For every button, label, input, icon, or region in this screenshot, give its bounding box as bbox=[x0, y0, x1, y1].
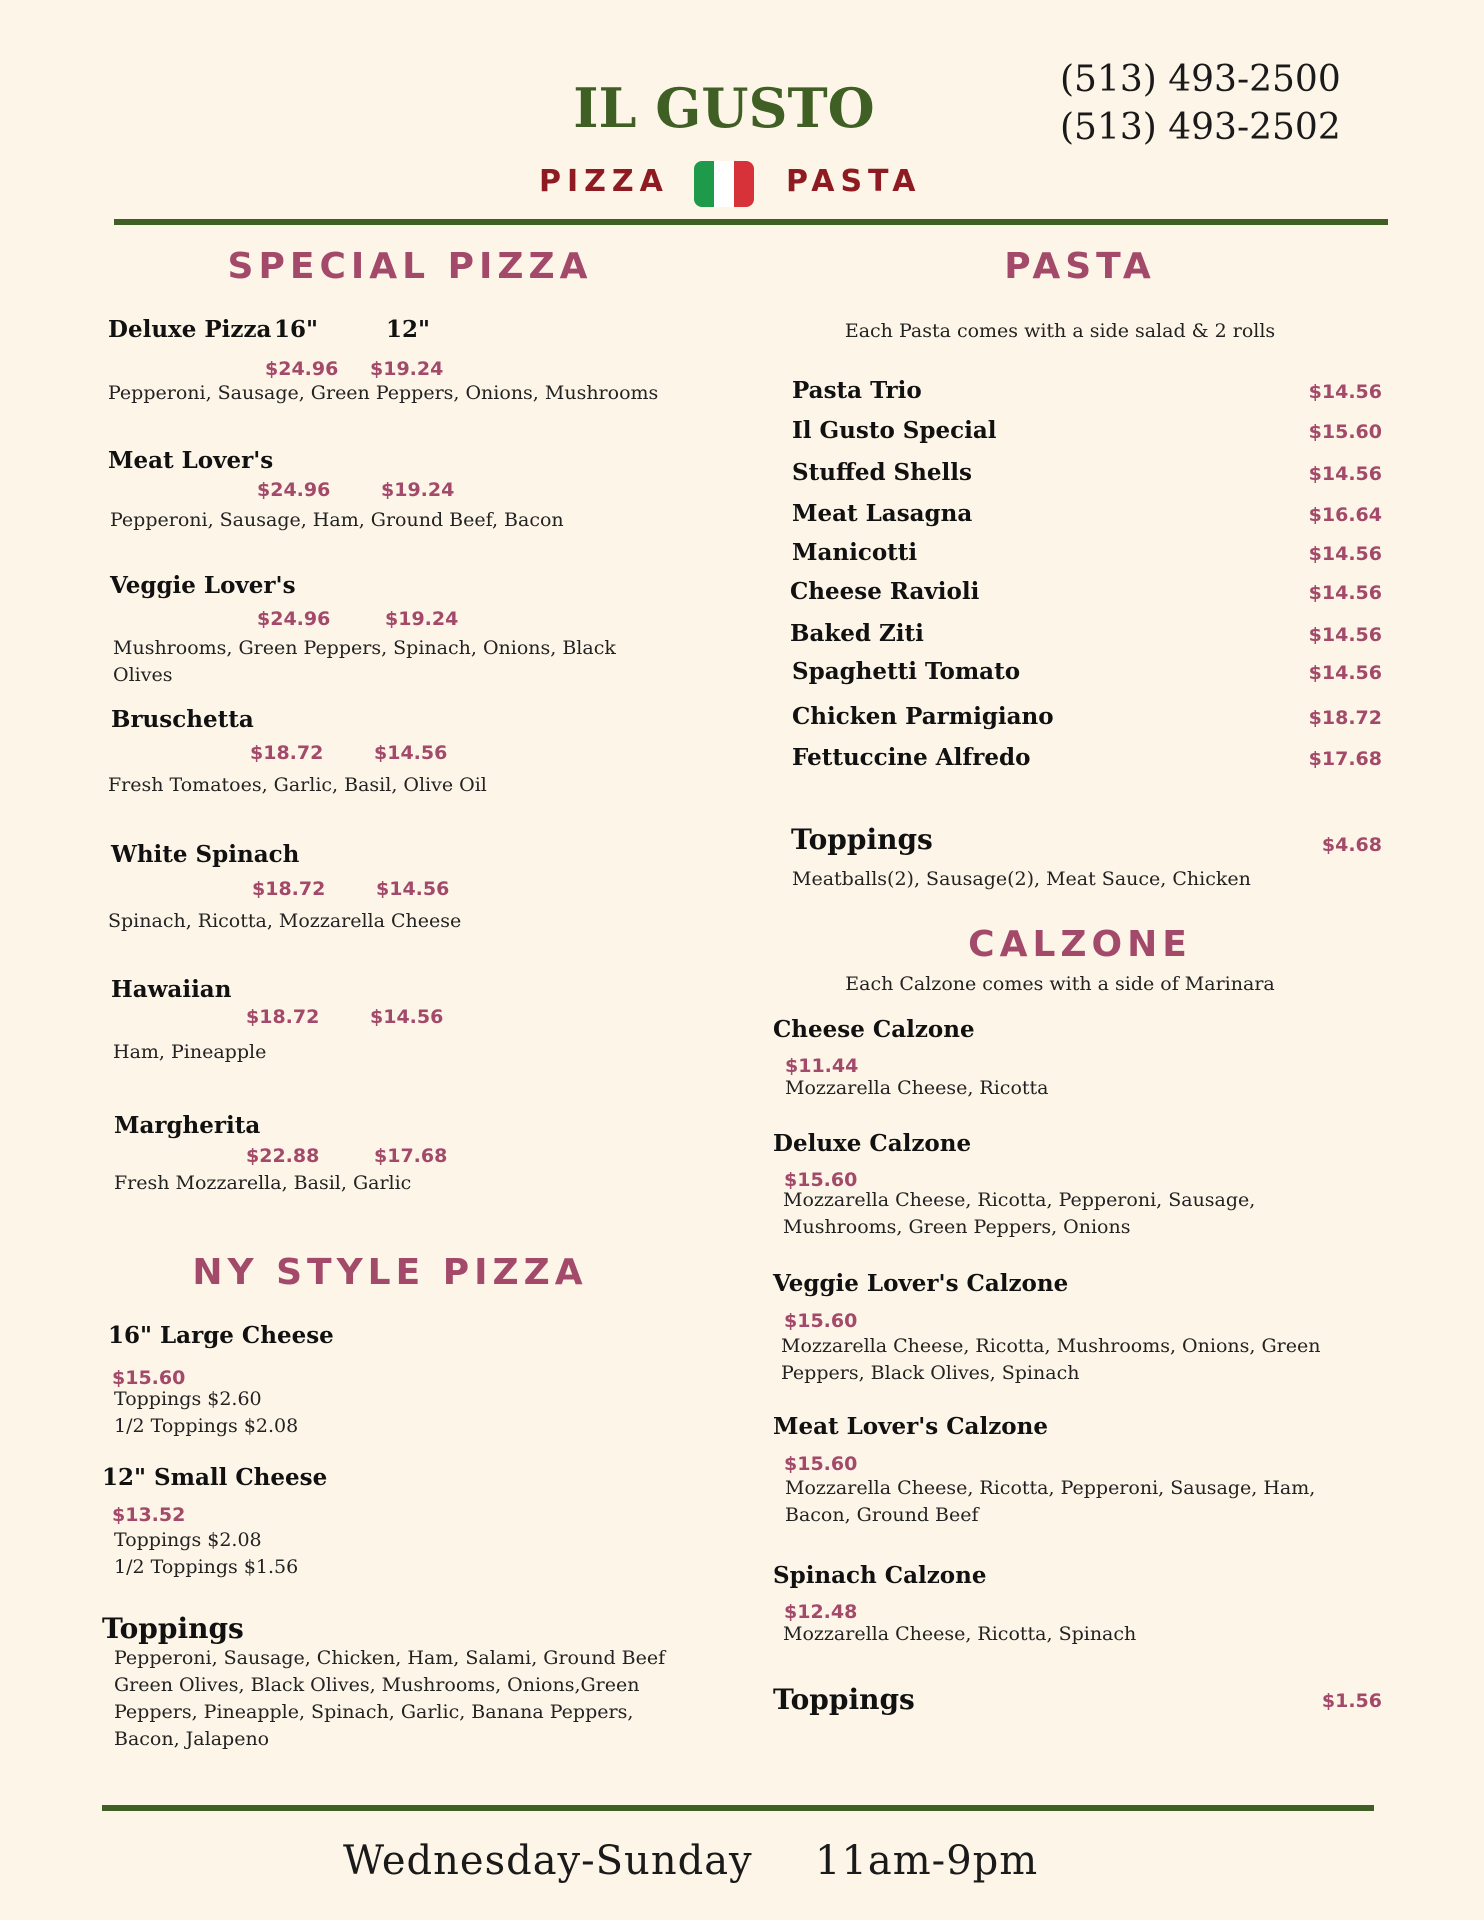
pasta-toppings-title: Toppings bbox=[791, 823, 933, 856]
item-price: $15.60 bbox=[112, 1367, 186, 1389]
special-pizza-item bbox=[108, 316, 271, 343]
item-price: $14.56 bbox=[1308, 624, 1382, 646]
item-price: $15.60 bbox=[784, 1310, 858, 1332]
pasta-item bbox=[790, 539, 1382, 573]
item-name: Deluxe Calzone bbox=[773, 1130, 972, 1157]
flag-white-stripe bbox=[714, 161, 734, 207]
item-description: Pepperoni, Sausage, Ham, Ground Beef, Bacon bbox=[110, 509, 564, 531]
item-price: $14.56 bbox=[1308, 463, 1382, 485]
size-label-large: 16" bbox=[274, 316, 318, 343]
item-name: Stuffed Shells bbox=[792, 459, 972, 486]
item-price: $15.60 bbox=[784, 1169, 858, 1191]
item-price: $14.56 bbox=[1308, 662, 1382, 684]
item-description: Mozzarella Cheese, Ricotta bbox=[785, 1077, 1049, 1099]
item-description bbox=[783, 1187, 1255, 1241]
item-description: Fresh Mozzarella, Basil, Garlic bbox=[114, 1172, 412, 1194]
pasta-note: Each Pasta comes with a side salad & 2 rolls bbox=[844, 320, 1276, 342]
toppings-line: Bacon, Jalapeno bbox=[114, 1728, 270, 1750]
pasta-item bbox=[790, 658, 1382, 692]
pasta-toppings-desc: Meatballs(2), Sausage(2), Meat Sauce, Chicken bbox=[792, 868, 1251, 890]
description-line: Mushrooms, Green Peppers, Onions bbox=[783, 1216, 1131, 1238]
description-line: Mozzarella Cheese, Ricotta, Pepperoni, Sausage, bbox=[783, 1189, 1256, 1211]
toppings-line: Peppers, Pineapple, Spinach, Garlic, Banana Peppers, bbox=[114, 1701, 634, 1723]
item-price: $17.68 bbox=[1308, 748, 1382, 770]
price-large: $22.88 bbox=[246, 1145, 320, 1167]
ny-toppings-title: Toppings bbox=[102, 1612, 244, 1645]
price-large: $24.96 bbox=[257, 479, 331, 501]
price-large: $18.72 bbox=[246, 1006, 320, 1028]
price-small: $14.56 bbox=[374, 742, 448, 764]
phone-number-1: (513) 493-2500 bbox=[1060, 59, 1341, 100]
flag-green-stripe bbox=[694, 161, 714, 207]
size-label-small: 12" bbox=[386, 316, 430, 343]
price-small: $19.24 bbox=[385, 608, 459, 630]
pasta-item bbox=[790, 459, 1382, 493]
price-small: $19.24 bbox=[370, 358, 444, 380]
special-pizza-title: SPECIAL PIZZA bbox=[227, 246, 593, 287]
restaurant-name: IL GUSTO bbox=[573, 76, 875, 140]
item-name: Deluxe Pizza bbox=[108, 316, 272, 343]
item-price: $16.64 bbox=[1308, 504, 1382, 526]
item-name: 12" Small Cheese bbox=[102, 1464, 328, 1491]
ny-style-pizza-title: NY STYLE PIZZA bbox=[192, 1252, 588, 1293]
calzone-note: Each Calzone comes with a side of Marinara bbox=[845, 973, 1275, 995]
item-price: $14.56 bbox=[1308, 543, 1382, 565]
description-line: Mozzarella Cheese, Ricotta, Pepperoni, Sausage, Ham, bbox=[785, 1477, 1316, 1499]
price-small: $14.56 bbox=[376, 878, 450, 900]
item-description: Spinach, Ricotta, Mozzarella Cheese bbox=[108, 910, 462, 932]
item-name: Cheese Ravioli bbox=[790, 578, 980, 605]
item-price: $13.52 bbox=[112, 1504, 186, 1526]
item-description: Mozzarella Cheese, Ricotta, Spinach bbox=[783, 1623, 1137, 1645]
pasta-item bbox=[790, 377, 1382, 411]
pasta-item bbox=[790, 500, 1382, 534]
pasta-item bbox=[790, 417, 1382, 451]
pasta-title: PASTA bbox=[1004, 246, 1156, 287]
header-divider bbox=[114, 219, 1388, 225]
item-name: Hawaiian bbox=[111, 976, 232, 1003]
italian-flag-icon bbox=[694, 161, 754, 207]
item-name: Spinach Calzone bbox=[773, 1562, 987, 1589]
item-name: Margherita bbox=[114, 1112, 261, 1139]
calzone-title: CALZONE bbox=[968, 924, 1192, 965]
flag-red-stripe bbox=[734, 161, 754, 207]
pasta-toppings-price: $4.68 bbox=[1321, 834, 1382, 856]
item-name: Baked Ziti bbox=[790, 620, 924, 647]
price-large: $18.72 bbox=[250, 742, 324, 764]
calzone-toppings-price: $1.56 bbox=[1321, 1690, 1382, 1712]
item-description: Fresh Tomatoes, Garlic, Basil, Olive Oil bbox=[108, 774, 487, 796]
toppings-line: Green Olives, Black Olives, Mushrooms, Onions,Green bbox=[114, 1674, 640, 1696]
item-name: Meat Lover's Calzone bbox=[773, 1413, 1048, 1440]
item-name: Pasta Trio bbox=[792, 377, 922, 404]
open-hours: 11am-9pm bbox=[815, 1838, 1039, 1884]
tagline-pasta: PASTA bbox=[786, 164, 922, 199]
item-name: White Spinach bbox=[111, 841, 300, 868]
price-large: $18.72 bbox=[252, 878, 326, 900]
phone-numbers bbox=[1060, 56, 1341, 152]
item-price: $14.56 bbox=[1308, 582, 1382, 604]
item-name: Fettuccine Alfredo bbox=[792, 744, 1031, 771]
half-toppings-price-line: 1/2 Toppings $1.56 bbox=[114, 1556, 299, 1578]
price-large: $24.96 bbox=[257, 608, 331, 630]
item-description bbox=[781, 1333, 1320, 1387]
item-name: Veggie Lover's Calzone bbox=[773, 1270, 1069, 1297]
price-small: $17.68 bbox=[374, 1145, 448, 1167]
item-price: $11.44 bbox=[785, 1055, 859, 1077]
item-price: $15.60 bbox=[784, 1453, 858, 1475]
calzone-toppings-title: Toppings bbox=[773, 1683, 915, 1716]
description-line: Peppers, Black Olives, Spinach bbox=[781, 1362, 1080, 1384]
price-small: $14.56 bbox=[370, 1006, 444, 1028]
ny-toppings-list bbox=[114, 1645, 665, 1753]
item-name: Chicken Parmigiano bbox=[792, 703, 1054, 730]
item-name: Meat Lasagna bbox=[792, 500, 973, 527]
pasta-item bbox=[790, 620, 1382, 654]
description-line: Bacon, Ground Beef bbox=[785, 1504, 979, 1526]
pasta-item bbox=[790, 744, 1382, 778]
description-line: Mozzarella Cheese, Ricotta, Mushrooms, Onions, Green bbox=[781, 1335, 1321, 1357]
item-name: Manicotti bbox=[792, 539, 918, 566]
item-name: Cheese Calzone bbox=[773, 1016, 975, 1043]
item-name: 16" Large Cheese bbox=[108, 1322, 334, 1349]
footer-divider bbox=[102, 1805, 1374, 1811]
item-description: Pepperoni, Sausage, Green Peppers, Onions, Mushrooms bbox=[108, 382, 659, 404]
pasta-item bbox=[790, 578, 1382, 612]
toppings-price-line: Toppings $2.60 bbox=[114, 1388, 262, 1410]
item-name: Meat Lover's bbox=[108, 447, 274, 474]
item-description: Ham, Pineapple bbox=[113, 1041, 267, 1063]
toppings-price-line: Toppings $2.08 bbox=[114, 1529, 262, 1551]
item-name: Bruschetta bbox=[111, 706, 254, 733]
price-large: $24.96 bbox=[265, 358, 339, 380]
toppings-line: Pepperoni, Sausage, Chicken, Ham, Salami, Ground Beef bbox=[114, 1647, 666, 1669]
item-price: $15.60 bbox=[1308, 421, 1382, 443]
half-toppings-price-line: 1/2 Toppings $2.08 bbox=[114, 1415, 299, 1437]
item-description bbox=[785, 1475, 1315, 1529]
item-name: Spaghetti Tomato bbox=[792, 658, 1021, 685]
open-days: Wednesday-Sunday bbox=[343, 1838, 753, 1884]
price-small: $19.24 bbox=[381, 479, 455, 501]
item-price: $14.56 bbox=[1308, 381, 1382, 403]
pasta-item bbox=[790, 703, 1382, 737]
phone-number-2: (513) 493-2502 bbox=[1060, 107, 1341, 148]
item-name: Il Gusto Special bbox=[792, 417, 997, 444]
tagline-pizza: PIZZA bbox=[539, 164, 669, 199]
item-description: Mushrooms, Green Peppers, Spinach, Onions, Black Olives bbox=[113, 637, 616, 686]
item-price: $18.72 bbox=[1308, 707, 1382, 729]
item-name: Veggie Lover's bbox=[110, 572, 296, 599]
item-price: $12.48 bbox=[784, 1601, 858, 1623]
